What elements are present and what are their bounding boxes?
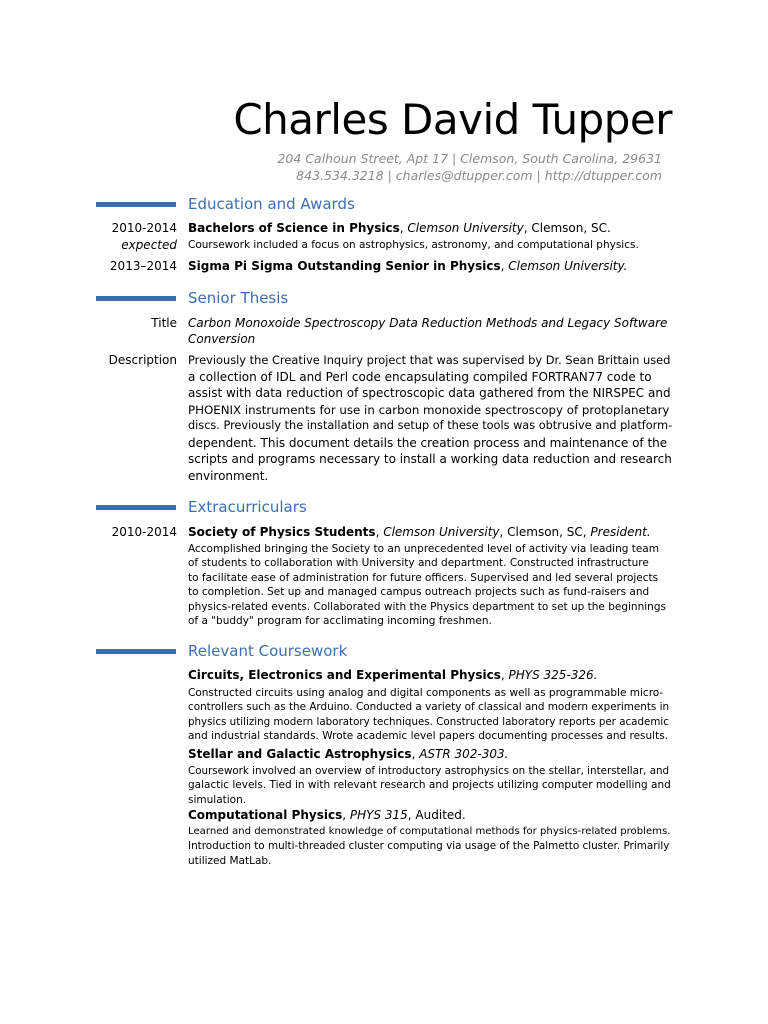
- course-description-line: controllers such as the Arduino. Conducted a variety of classical and modern experiments in: [188, 701, 670, 714]
- course-description-line: and industrial standards. Wrote academic level papers documenting processes and results.: [188, 730, 669, 743]
- section-title-extracurriculars: Extracurriculars: [188, 498, 307, 516]
- course-title: Computational Physics, PHYS 315, Audited.: [188, 808, 466, 822]
- extracurricular-description-line: physics-related events. Collaborated with the Physics department to set up the beginnings: [188, 600, 666, 613]
- course-description-line: Learned and demonstrated knowledge of computational methods for physics-related problems.: [188, 826, 671, 837]
- course-description-line: physics utilizing modern laboratory techniques. Constructed laboratory reports per academic: [188, 715, 669, 728]
- thesis-title-line1: Carbon Monoxoide Spectroscopy Data Reduction Methods and Legacy Software: [188, 316, 668, 330]
- org-role: President.: [590, 525, 651, 539]
- thesis-title-value-2: [188, 331, 672, 348]
- thesis-description-line: a collection of IDL and Perl code encapsulating compiled FORTRAN77 code to: [188, 369, 652, 384]
- page-title: Charles David Tupper: [233, 95, 672, 144]
- award-date: 2013–2014: [109, 259, 177, 273]
- org-institution: Clemson University: [383, 525, 500, 539]
- thesis-description-line: environment.: [188, 468, 269, 483]
- org-place: , Clemson, SC,: [499, 525, 591, 539]
- thesis-description-line: assist with data reduction of spectroscopic data gathered from the NIRSPEC and: [188, 386, 671, 400]
- course-note: , Audited.: [407, 808, 466, 822]
- education-date: 2010-2014: [111, 221, 177, 235]
- address-line: 204 Calhoun Street, Apt 17 | Clemson, South Carolina, 29631: [277, 151, 662, 166]
- contact-line: 843.534.3218 | charles@dtupper.com | http://dtupper.com: [296, 168, 662, 183]
- course-code: PHYS 325-326.: [508, 668, 598, 682]
- course-title: Circuits, Electronics and Experimental Physics, PHYS 325-326.: [188, 668, 598, 682]
- section-title-thesis: Senior Thesis: [188, 289, 289, 307]
- course-description-line: utilized MatLab.: [188, 854, 272, 867]
- award-line: Sigma Pi Sigma Outstanding Senior in Physics, Clemson University.: [188, 259, 628, 273]
- section-title-coursework: Relevant Coursework: [188, 642, 348, 660]
- institution: Clemson University: [407, 221, 524, 235]
- award-institution: Clemson University.: [508, 259, 628, 273]
- course-description-line: Coursework involved an overview of introductory astrophysics on the stellar, interstellar, and: [188, 765, 670, 777]
- thesis-description-line: PHOENIX instruments for use in carbon monoxide spectroscopy of protoplanetary: [188, 402, 670, 417]
- thesis-description-label: Description: [108, 353, 177, 367]
- course-name: Computational Physics: [188, 808, 343, 822]
- extracurricular-description-line: to facilitate ease of administration for future officers. Supervised and led several projects: [188, 571, 659, 584]
- thesis-description-line: dependent. This document details the creation process and maintenance of the: [188, 435, 668, 450]
- thesis-description-line: scripts and programs necessary to install a working data reduction and research: [188, 452, 672, 466]
- section-bar: [96, 649, 176, 654]
- award-name: Sigma Pi Sigma Outstanding Senior in Physics: [188, 259, 501, 273]
- course-title: Stellar and Galactic Astrophysics, ASTR 302-303.: [188, 747, 509, 761]
- course-description-line: simulation.: [188, 793, 247, 806]
- extracurricular-description-line: of a "buddy" program for acclimating incoming freshmen.: [188, 615, 492, 627]
- course-code: PHYS 315: [349, 808, 408, 822]
- section-bar: [96, 505, 176, 510]
- org-name: Society of Physics Students: [188, 525, 376, 539]
- course-name: Circuits, Electronics and Experimental Physics: [188, 668, 501, 682]
- section-bar: [96, 202, 176, 207]
- extracurricular-line: Society of Physics Students, Clemson University, Clemson, SC, President.: [188, 525, 651, 539]
- education-description: Coursework included a focus on astrophysics, astronomy, and computational physics.: [188, 239, 639, 251]
- extracurricular-description-line: of students to collaboration with University and department. Constructed infrastructure: [188, 557, 649, 570]
- course-code: ASTR 302-303.: [419, 747, 509, 761]
- section-title-education: Education and Awards: [188, 195, 355, 213]
- education-date-note: expected: [121, 238, 177, 252]
- thesis-title-label: Title: [151, 316, 177, 330]
- thesis-description-line: discs. Previously the installation and setup of these tools was obtrusive and platform-: [188, 419, 673, 432]
- degree-name: Bachelors of Science in Physics: [188, 221, 400, 235]
- extracurricular-date: 2010-2014: [111, 525, 177, 539]
- place: , Clemson, SC.: [523, 221, 611, 235]
- course-name: Stellar and Galactic Astrophysics: [188, 747, 412, 761]
- education-degree-line: Bachelors of Science in Physics, Clemson University, Clemson, SC.: [188, 221, 611, 235]
- extracurricular-description-line: Accomplished bringing the Society to an unprecedented level of activity via leading team: [188, 543, 659, 555]
- thesis-title-value: [188, 315, 672, 332]
- section-bar: [96, 296, 176, 301]
- thesis-title-line2: Conversion: [188, 332, 256, 346]
- extracurricular-description-line: to completion. Set up and managed campus outreach projects such as fund-raisers and: [188, 586, 650, 599]
- thesis-description-line: Previously the Creative Inquiry project that was supervised by Dr. Sean Brittain used: [188, 353, 671, 367]
- course-description-line: galactic levels. Tied in with relevant research and projects utilizing computer modelling and: [188, 779, 671, 792]
- course-description-line: Constructed circuits using analog and digital components as well as programmable micro-: [188, 687, 664, 699]
- course-description-line: Introduction to multi-threaded cluster computing via usage of the Palmetto cluster. Primarily: [188, 840, 670, 853]
